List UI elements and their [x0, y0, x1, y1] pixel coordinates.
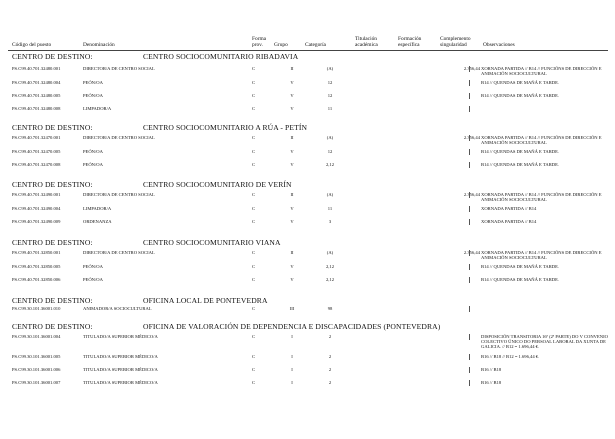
col-denominacion: Denominación [83, 42, 115, 48]
cell-forma: C [252, 250, 256, 255]
column-divider [469, 334, 470, 340]
col-complemento: Complemento singularidad [440, 36, 471, 48]
cell-grupo: V [290, 162, 294, 167]
column-divider [469, 354, 470, 360]
cell-obs: B16 // B18 [481, 380, 502, 385]
col-titulacion: Titulación académica [355, 36, 378, 48]
cell-obs: B16 // B18 [481, 367, 502, 372]
column-divider [469, 264, 470, 270]
cell-code: PS.C99.40.701.32850.001 [12, 250, 61, 255]
col-codigo: Código del puesto [12, 42, 52, 48]
table-header [0, 0, 615, 48]
cell-grupo: V [290, 149, 294, 154]
cell-comp: 2.356,44 [463, 66, 480, 71]
cell-den: PEÓN/OA [83, 162, 103, 167]
col-grupo: Grupo [274, 42, 288, 48]
cell-grupo: I [291, 367, 293, 372]
cell-code: PS.C99.40.701.32490.009 [12, 219, 61, 224]
table-row [12, 367, 612, 377]
cell-obs: B16 // B18 // B12 = 1.696,44 €. [481, 354, 540, 359]
section-label: CENTRO DE DESTINO: [12, 52, 93, 61]
section-name: CENTRO SOCIOCOMUNITARIO RIBADAVIA [143, 52, 299, 61]
cell-code: PS.C99.40.701.32480.004 [12, 80, 61, 85]
cell-obs: XORNADA PARTIDA // B14 // FUNCIÓNS DE DIRECCIÓN E ANIMACIÓN SOCIOCULTURAL [481, 250, 602, 261]
cell-code: PS.C99.30.101.36001.005 [12, 354, 61, 359]
table-row [12, 106, 612, 116]
section-heading [12, 296, 612, 306]
cell-cat: 2 [328, 380, 332, 385]
cell-den: PEÓN/OA [83, 149, 103, 154]
section-label: CENTRO DE DESTINO: [12, 123, 93, 132]
cell-den: LIMPADOR/A [83, 106, 112, 111]
column-divider [469, 367, 470, 373]
cell-obs: B14 // QUENDAS DE MAÑÁ E TARDE. [481, 80, 560, 85]
table-row [12, 250, 612, 260]
cell-obs: XORNADA PARTIDA // B14 [481, 206, 537, 211]
column-divider [469, 219, 470, 225]
section-heading [12, 322, 612, 332]
cell-code: PS.C99.40.701.32480.005 [12, 93, 61, 98]
cell-cat: 12 [327, 93, 333, 98]
table-row [12, 93, 612, 103]
cell-cat: (A) [326, 66, 334, 71]
table-row [12, 80, 612, 90]
cell-grupo: V [290, 264, 294, 269]
cell-grupo: V [290, 277, 294, 282]
cell-den: DIRECTOR/A DE CENTRO SOCIAL [83, 250, 155, 255]
cell-code: PS.C99.40.701.32480.008 [12, 106, 61, 111]
cell-cat: 2 [328, 367, 332, 372]
section-name: OFICINA LOCAL DE PONTEVEDRA [143, 296, 268, 305]
cell-code: PS.C99.40.701.32490.004 [12, 206, 61, 211]
cell-comp: 2.356,44 [463, 192, 480, 197]
cell-grupo: V [290, 106, 294, 111]
cell-obs: DISPOSICIÓN TRANSITORIA 16ª (2ª PARTE) DO V CONVENIO COLECTIVO ÚNICO DO PERSOAL LABORAL DA XUNTA DE GALICIA. // B12 = 1.696,44 €. [481, 334, 608, 350]
cell-forma: C [252, 277, 256, 282]
section-name: OFICINA DE VALORACIÓN DE DEPENDENCIA E DISCAPACIDADES (PONTEVEDRA) [143, 322, 441, 331]
column-divider [469, 250, 470, 256]
column-divider [469, 277, 470, 283]
cell-code: PS.C99.40.701.32470.008 [12, 162, 61, 167]
cell-grupo: I [291, 380, 293, 385]
cell-cat: 98 [327, 306, 333, 311]
cell-den: PEÓN/OA [83, 93, 103, 98]
column-divider [469, 192, 470, 198]
cell-den: ANIMADOR/A SOCIOCULTURAL [83, 306, 152, 311]
col-formacion: Formación específica [398, 36, 422, 48]
cell-cat: 12 [327, 149, 333, 154]
cell-cat: (A) [326, 192, 334, 197]
cell-code: PS.C99.30.101.36001.010 [12, 306, 61, 311]
cell-den: PEÓN/OA [83, 264, 103, 269]
cell-den: DIRECTOR/A DE CENTRO SOCIAL [83, 192, 155, 197]
section-label: CENTRO DE DESTINO: [12, 296, 93, 305]
cell-cat: (A) [326, 250, 334, 255]
cell-grupo: V [290, 219, 294, 224]
table-row [12, 264, 612, 274]
cell-grupo: I [291, 354, 293, 359]
column-divider [469, 149, 470, 155]
column-divider [469, 162, 470, 168]
cell-cat: 2,12 [325, 264, 335, 269]
cell-grupo: III [289, 306, 295, 311]
cell-den: LIMPADOR/A [83, 206, 112, 211]
cell-grupo: II [290, 250, 294, 255]
cell-forma: C [252, 367, 256, 372]
table-row [12, 306, 612, 316]
column-divider [469, 135, 470, 141]
column-divider [469, 380, 470, 386]
cell-obs: B14 // QUENDAS DE MAÑÁ E TARDE. [481, 264, 560, 269]
col-categoria: Categoría [305, 42, 326, 48]
column-divider [469, 66, 470, 72]
cell-obs: XORNADA PARTIDA // B14 // FUNCIÓNS DE DIRECCIÓN E ANIMACIÓN SOCIOCULTURAL [481, 135, 602, 146]
header-rule [8, 50, 608, 51]
section-heading [12, 238, 612, 248]
cell-den: DIRECTOR/A DE CENTRO SOCIAL [83, 66, 155, 71]
cell-forma: C [252, 106, 256, 111]
table-row [12, 66, 612, 76]
cell-obs: B14 // QUENDAS DE MAÑÁ E TARDE. [481, 149, 560, 154]
cell-grupo: II [290, 192, 294, 197]
cell-forma: C [252, 219, 256, 224]
table-row [12, 149, 612, 159]
cell-cat: (A) [326, 135, 334, 140]
cell-cat: 3 [328, 219, 332, 224]
table-row [12, 277, 612, 287]
cell-den: TITULADO/A SUPERIOR MÉDICO/A [83, 334, 158, 339]
section-heading [12, 123, 612, 133]
cell-cat: 2,12 [325, 277, 335, 282]
cell-obs: B14 // QUENDAS DE MAÑÁ E TARDE. [481, 93, 560, 98]
cell-den: TITULADO/A SUPERIOR MÉDICO/A [83, 354, 158, 359]
cell-obs: B14 // QUENDAS DE MAÑÁ E TARDE. [481, 277, 560, 282]
cell-cat: 2,12 [325, 162, 335, 167]
section-name: CENTRO SOCIOCOMUNITARIO DE VERÍN [143, 180, 292, 189]
section-heading [12, 52, 612, 62]
cell-forma: C [252, 149, 256, 154]
cell-grupo: V [290, 206, 294, 211]
cell-code: PS.C99.40.701.32850.006 [12, 277, 61, 282]
cell-code: PS.C99.30.101.36001.007 [12, 380, 61, 385]
cell-forma: C [252, 206, 256, 211]
table-row [12, 219, 612, 229]
cell-forma: C [252, 192, 256, 197]
cell-den: TITULADO/A SUPERIOR MÉDICO/A [83, 380, 158, 385]
cell-cat: 2 [328, 334, 332, 339]
cell-den: PEÓN/OA [83, 277, 103, 282]
table-row [12, 354, 612, 364]
table-row [12, 192, 612, 202]
cell-forma: C [252, 306, 256, 311]
column-divider [469, 106, 470, 112]
cell-forma: C [252, 354, 256, 359]
cell-den: ORDENANZA [83, 219, 112, 224]
cell-forma: C [252, 380, 256, 385]
cell-code: PS.C99.30.101.36001.004 [12, 334, 61, 339]
cell-den: DIRECTOR/A DE CENTRO SOCIAL [83, 135, 155, 140]
cell-code: PS.C99.40.701.32470.001 [12, 135, 61, 140]
section-name: CENTRO SOCIOCOMUNITARIO A RÚA - PETÍN [143, 123, 308, 132]
cell-cat: 2 [328, 354, 332, 359]
cell-forma: C [252, 135, 256, 140]
col-forma: Forma prov. [252, 36, 267, 48]
cell-forma: C [252, 80, 256, 85]
table-row [12, 380, 612, 390]
cell-forma: C [252, 66, 256, 71]
cell-comp: 2.356,44 [463, 250, 480, 255]
cell-obs: XORNADA PARTIDA // B14 // FUNCIÓNS DE DIRECCIÓN E ANIMACIÓN SOCIOCULTURAL [481, 192, 602, 203]
table-row [12, 162, 612, 172]
table-row [12, 135, 612, 145]
cell-cat: 12 [327, 80, 333, 85]
cell-comp: 2.356,44 [463, 135, 480, 140]
cell-grupo: II [290, 135, 294, 140]
cell-obs: XORNADA PARTIDA // B14 // FUNCIÓNS DE DIRECCIÓN E ANIMACIÓN SOCIOCULTURAL [481, 66, 602, 77]
cell-forma: C [252, 334, 256, 339]
cell-grupo: V [290, 80, 294, 85]
section-label: CENTRO DE DESTINO: [12, 180, 93, 189]
cell-den: TITULADO/A SUPERIOR MÉDICO/A [83, 367, 158, 372]
section-name: CENTRO SOCIOCOMUNITARIO VIANA [143, 238, 281, 247]
cell-obs: B14 // QUENDAS DE MAÑÁ E TARDE. [481, 162, 560, 167]
column-divider [469, 306, 470, 312]
section-heading [12, 180, 612, 190]
column-divider [469, 206, 470, 212]
cell-forma: C [252, 93, 256, 98]
column-divider [469, 80, 470, 86]
cell-code: PS.C99.40.701.32850.005 [12, 264, 61, 269]
cell-cat: 11 [327, 206, 333, 211]
table-row [12, 206, 612, 216]
cell-den: PEÓN/OA [83, 80, 103, 85]
section-label: CENTRO DE DESTINO: [12, 238, 93, 247]
cell-grupo: II [290, 66, 294, 71]
cell-obs: XORNADA PARTIDA // B14 [481, 219, 537, 224]
col-observaciones: Observaciones [483, 42, 515, 48]
table-row [12, 334, 612, 350]
cell-code: PS.C99.30.101.36001.006 [12, 367, 61, 372]
cell-code: PS.C99.40.701.32470.005 [12, 149, 61, 154]
column-divider [469, 93, 470, 99]
cell-grupo: V [290, 93, 294, 98]
cell-code: PS.C99.40.701.32480.001 [12, 66, 61, 71]
cell-forma: C [252, 162, 256, 167]
cell-cat: 11 [327, 106, 333, 111]
section-label: CENTRO DE DESTINO: [12, 322, 93, 331]
cell-grupo: I [291, 334, 293, 339]
cell-code: PS.C99.40.701.32490.001 [12, 192, 61, 197]
cell-forma: C [252, 264, 256, 269]
